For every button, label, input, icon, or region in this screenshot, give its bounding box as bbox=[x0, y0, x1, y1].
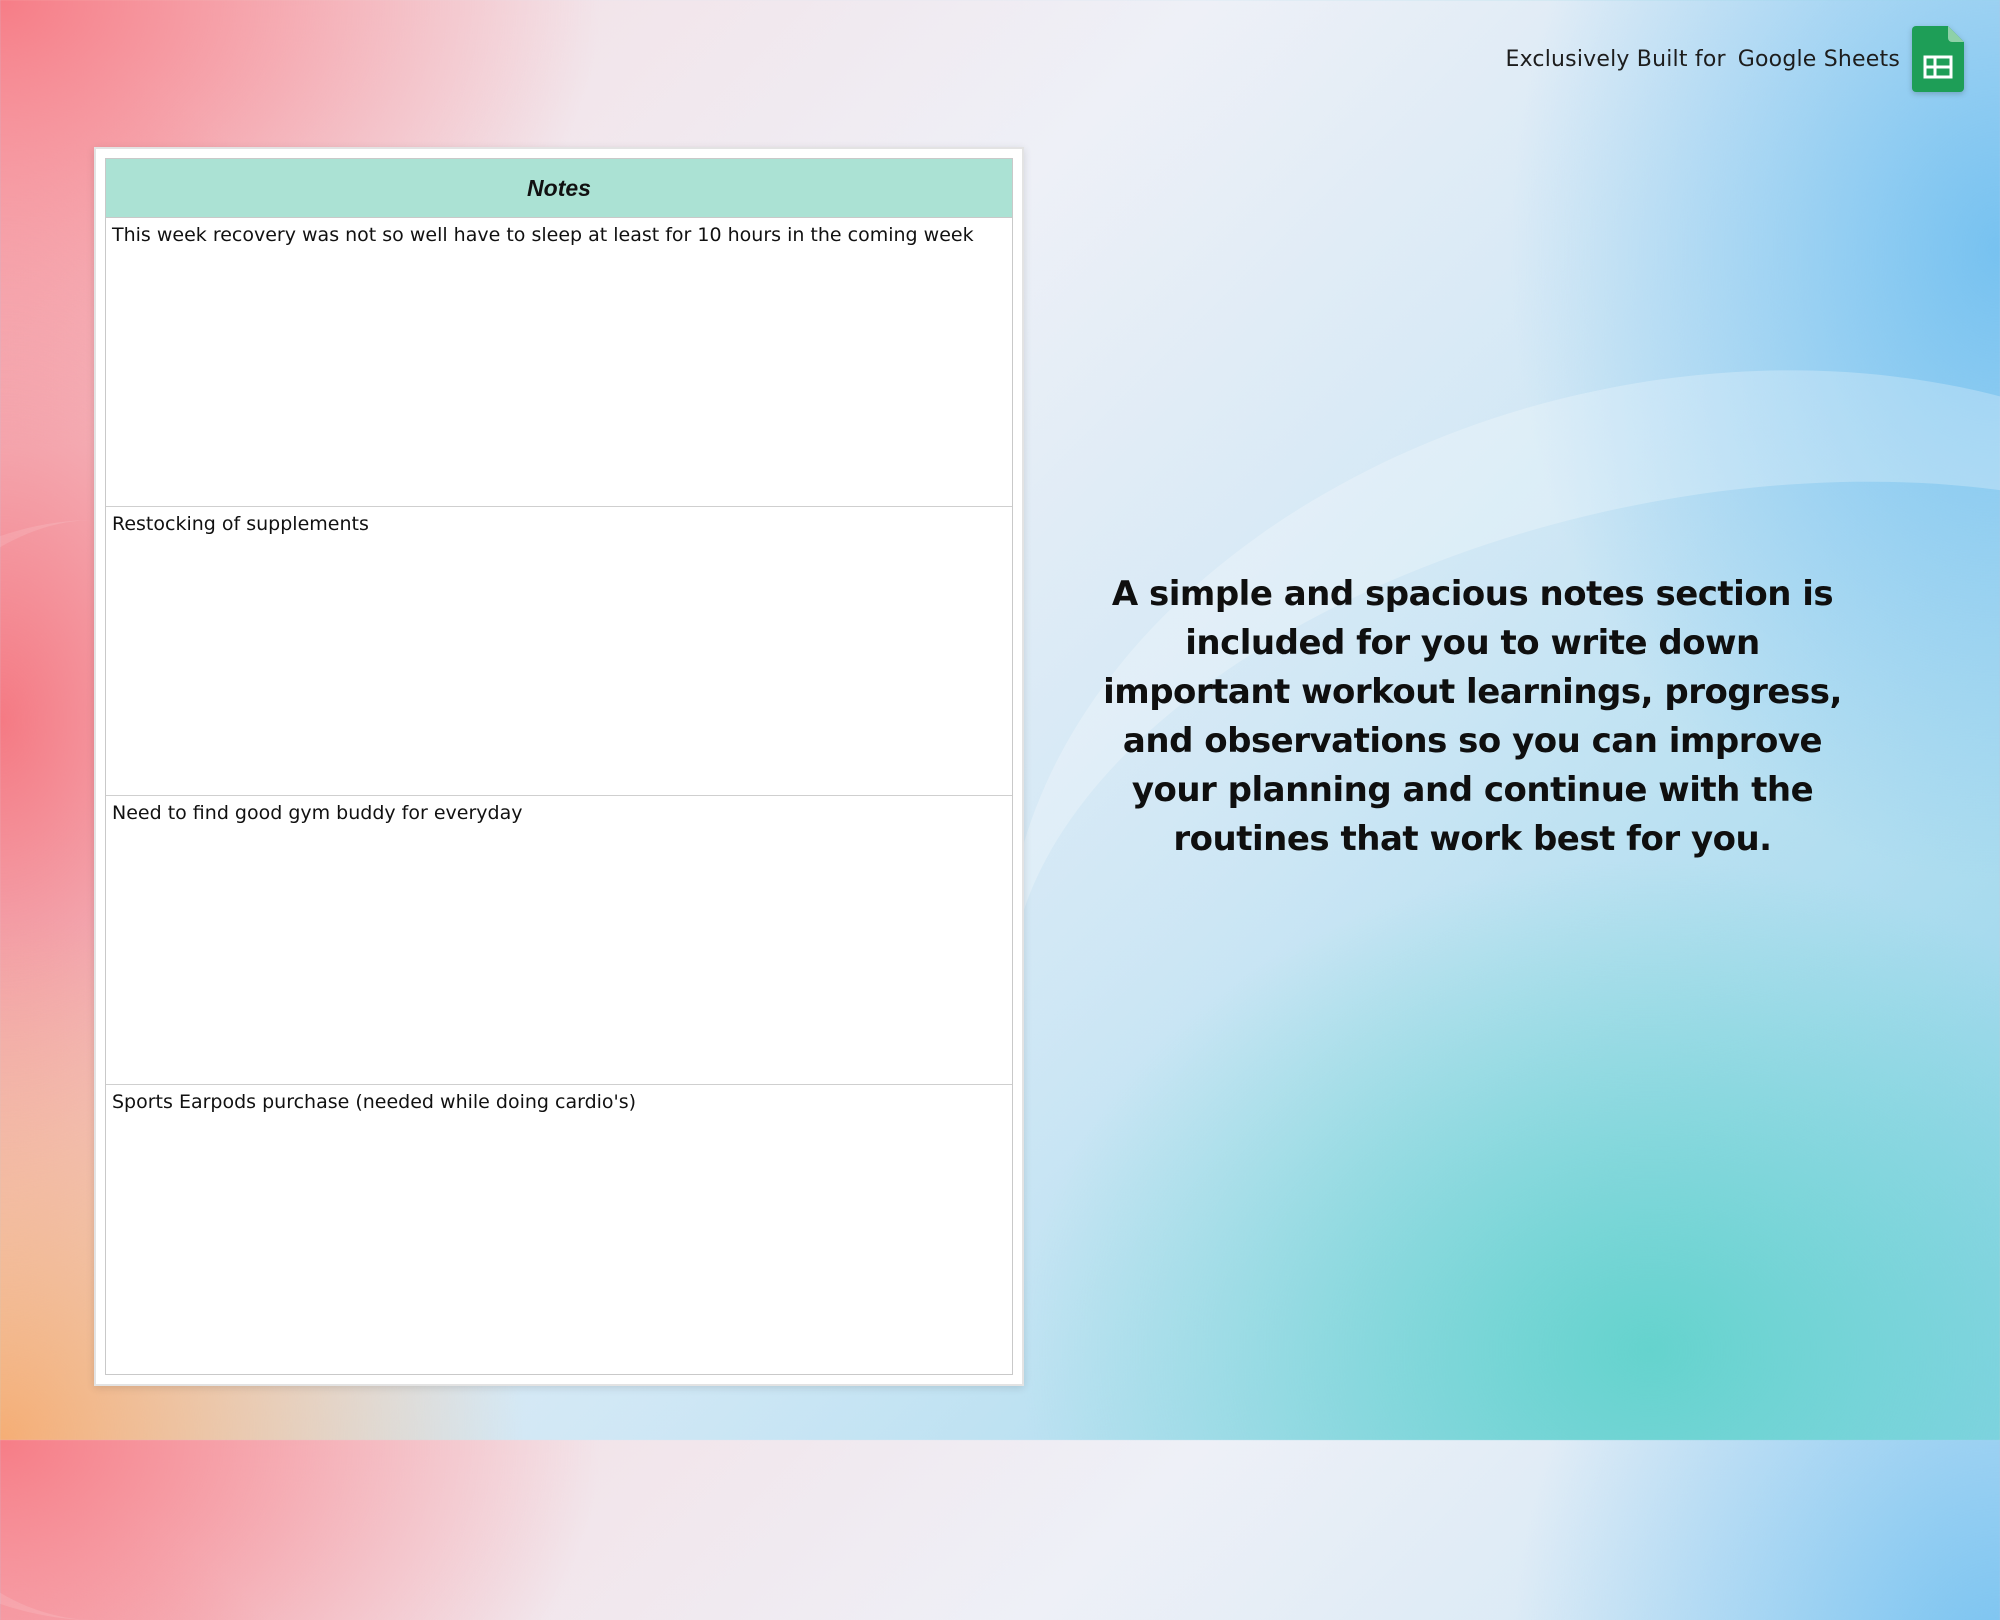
brand-text bbox=[1505, 47, 1900, 72]
brand-badge bbox=[1505, 26, 1964, 92]
background-swoosh bbox=[909, 246, 2000, 1535]
note-cell[interactable]: This week recovery was not so well have to sleep at least for 10 hours in the coming week bbox=[106, 218, 1012, 507]
note-cell[interactable]: Sports Earpods purchase (needed while doing cardio's) bbox=[112, 1091, 637, 1113]
notes-sheet bbox=[94, 147, 1024, 1386]
brand-product: Google Sheets bbox=[1737, 46, 1900, 72]
notes-table bbox=[105, 158, 1013, 1375]
note-cell[interactable]: Restocking of supplements bbox=[106, 507, 1012, 796]
feature-description: A simple and spacious notes section is included for you to write down important workout learnings, progress, and observations so you can improve your planning and continue with the routines that work best for you. bbox=[1103, 574, 1842, 859]
google-sheets-icon bbox=[1912, 26, 1964, 92]
brand-prefix: Exclusively Built for bbox=[1505, 46, 1726, 72]
note-cell[interactable]: Need to find good gym buddy for everyday bbox=[106, 796, 1012, 1085]
notes-header: Notes bbox=[106, 159, 1012, 218]
